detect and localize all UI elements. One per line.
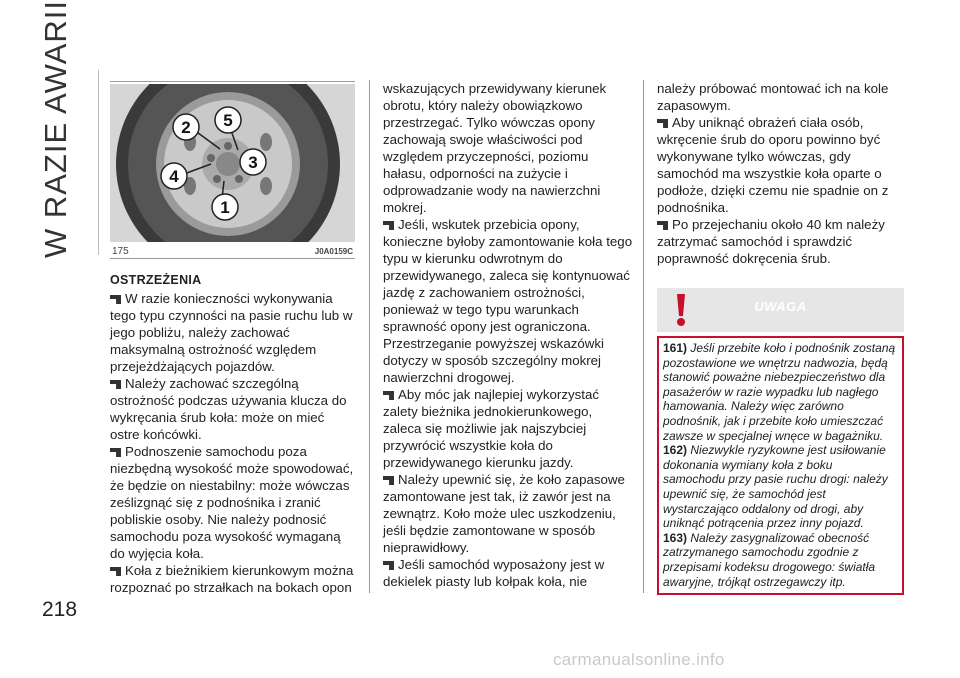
paragraph: W razie konieczności wykonywania tego typu czynności na pasie ruchu lub w jego pobliżu, należy zachować maksymalną ostrożność względem przejeżdżających pojazdów.	[110, 291, 353, 374]
bullet-icon	[110, 448, 121, 457]
figure-label: 2	[181, 118, 191, 137]
figure-label: 1	[220, 198, 230, 217]
warning-header	[657, 288, 904, 332]
paragraph: Podnoszenie samochodu poza niezbędną wysokość może spowodować, że będzie on niestabilny: może wówczas ześlizgnąć się z podnośnika i zranić pobliskie osoby. Nie należy podnosić samochodu poza wysokość wymaganą do wyjęcia koła.	[110, 444, 354, 561]
warning-body	[657, 336, 904, 595]
section-title: W RAZIE AWARII	[38, 0, 73, 258]
bullet-icon	[383, 476, 394, 485]
watermark: carmanualsonline.info	[553, 650, 725, 669]
column-1	[110, 272, 355, 596]
wheel-figure	[110, 84, 355, 242]
paragraph: Należy zachować szczególną ostrożność podczas używania klucza do wykręcania śrub koła: może on mieć ostre końcówki.	[110, 376, 347, 442]
bullet-icon	[657, 221, 668, 230]
side-divider	[98, 70, 99, 255]
bullet-icon	[383, 391, 394, 400]
column-divider	[643, 80, 644, 593]
page-number: 218	[42, 598, 78, 621]
warning-box	[657, 288, 904, 595]
bullet-icon	[110, 380, 121, 389]
warning-item: 162) Niezwykle ryzykowne jest usiłowanie dokonania wymiany koła z boku samochodu przy pasie ruchu drogi: należy upewnić się, że samochód jest wystarczająco oddalony od drogi, aby uniknąć potrącenia przez inny pojazd.	[663, 443, 888, 531]
bullet-icon	[657, 119, 668, 128]
bullet-icon	[383, 221, 394, 230]
figure-top-rule	[110, 81, 355, 82]
paragraph: Aby uniknąć obrażeń ciała osób, wkręcenie śrub do oporu powinno być wykonywane tylko wówczas, gdy samochód ma wszystkie koła oparte o podłoże, dzięki czemu nie spadnie on z podnośnika.	[657, 115, 889, 215]
paragraph: Koła z bieżnikiem kierunkowym można rozpoznać po strzałkach na bokach opon	[110, 563, 354, 595]
figure-number: 175	[112, 246, 129, 257]
paragraph: Po przejechaniu około 40 km należy zatrzymać samochód i sprawdzić poprawność dokręcenia śrub.	[657, 217, 885, 266]
paragraph: Jeśli samochód wyposażony jest w dekielek piasty lub kołpak koła, nie	[383, 557, 605, 589]
warning-item: 163) Należy zasygnalizować obecność zatrzymanego samochodu zgodnie z przepisami kodeksu drogowego: światła awaryjne, trójkąt ostrzegawczy itp.	[663, 530, 876, 589]
paragraph: Jeśli, wskutek przebicia opony, konieczne byłoby zamontowanie koła tego typu w kierunku odwrotnym do przewidywanego, zaleca się kontynuować jazdę z zachowaniem ostrożności, ponieważ w tego typu warunkach sprawność opony jest ograniczona. Przestrzeganie powyższej wskazówki dotyczy w sposób szczególny mokrej nawierzchni drogowej.	[383, 217, 633, 385]
paragraph: Aby móc jak najlepiej wykorzystać zalety bieżnika jednokierunkowego, zaleca się możliwie jak najszybciej przywrócić wszystkie koła do przewidywanego kierunku jazdy.	[383, 387, 600, 470]
warnings-heading: OSTRZEŻENIA	[110, 273, 202, 287]
figure-code: J0A0159C	[314, 247, 353, 256]
wheel-illustration	[110, 84, 355, 242]
warning-title: UWAGA	[754, 299, 807, 314]
paragraph: Należy upewnić się, że koło zapasowe zamontowane jest tak, iż zawór jest na zewnątrz. Koło może ulec uszkodzeniu, jeśli będzie zamontowane w sposób nieprawidłowy.	[383, 472, 625, 555]
paragraph: wskazujących przewidywany kierunek obrotu, który należy obowiązkowo przestrzegać. Tylko wówczas opony zachowają swoje właściwości pod względem przyczepności, poziomu hałasu, odporności na zużycie i odprowadzanie wody na nawierzchni mokrej.	[383, 81, 607, 215]
column-divider	[369, 80, 370, 593]
warning-item: 161) Jeśli przebite koło i podnośnik zostaną pozostawione we wnętrzu nadwozia, będą stanowić poważne niebezpieczeństwo dla pasażerów w razie wypadku lub nagłego hamowania. Należy więc zarówno podnośnik, jak i przebite koło umieszczać zawsze w specjalnej wnęce w bagażniku.	[663, 341, 896, 443]
figure-bottom-rule	[110, 258, 355, 259]
paragraph: należy próbować montować ich na kole zapasowym.	[657, 81, 889, 113]
figure-label: 4	[169, 167, 179, 186]
column-3	[657, 80, 912, 267]
bullet-icon	[383, 561, 394, 570]
figure-label: 5	[223, 111, 233, 130]
bullet-icon	[110, 567, 121, 576]
figure-label: 3	[248, 153, 258, 172]
bullet-icon	[110, 295, 121, 304]
column-2	[383, 80, 633, 590]
